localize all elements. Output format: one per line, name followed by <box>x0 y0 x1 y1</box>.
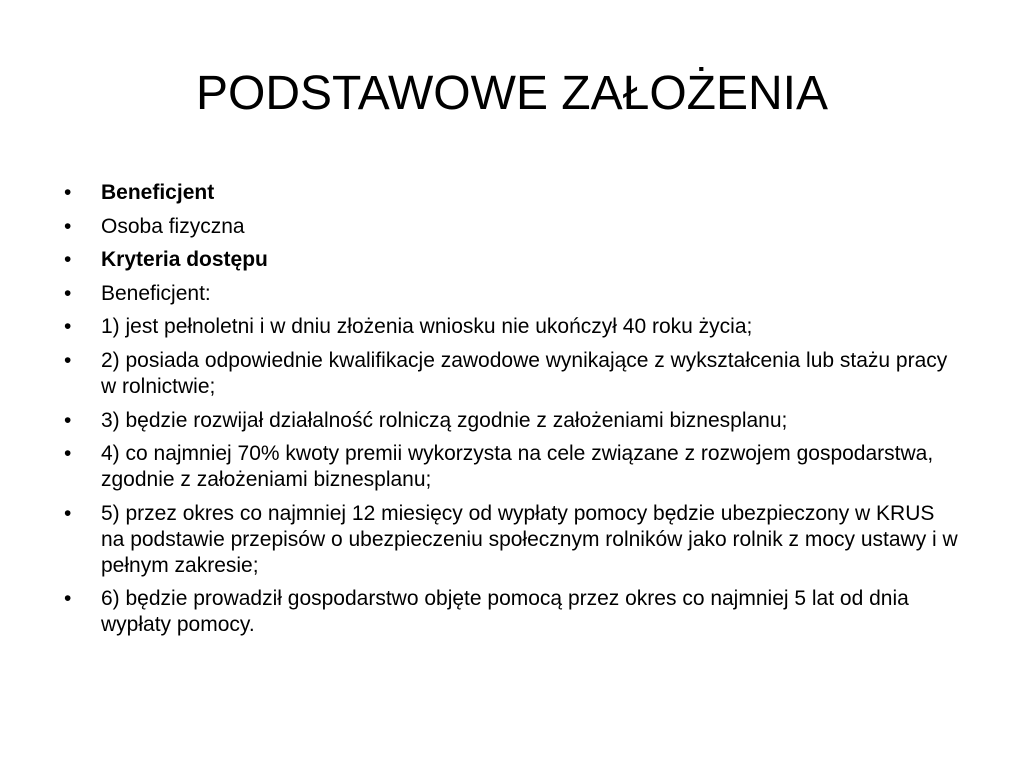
bullet-item <box>64 180 960 206</box>
bullet-text: 1) jest pełnoletni i w dniu złożenia wniosku nie ukończył 40 roku życia; <box>101 315 753 339</box>
bullet-item <box>64 214 960 240</box>
bullet-text: Kryteria dostępu <box>101 248 268 272</box>
bullet-text: Beneficjent: <box>101 281 211 305</box>
bullet-text: 5) przez okres co najmniej 12 miesięcy od wypłaty pomocy będzie ubezpieczony w KRUS na podstawie przepisów o ubezpieczeniu społecznym rolników jako rolnik z mocy ustawy i w pełnym zakresie; <box>101 501 958 577</box>
bullet-item <box>64 501 960 579</box>
bullet-text: 6) będzie prowadził gospodarstwo objęte pomocą przez okres co najmniej 5 lat od dnia wypłaty pomocy. <box>101 587 909 637</box>
bullet-item <box>64 408 960 434</box>
bullet-dot-icon: • <box>64 281 72 305</box>
bullet-text: Beneficjent <box>101 181 215 204</box>
bullet-dot-icon: • <box>64 248 72 272</box>
bullet-dot-icon: • <box>64 501 72 525</box>
bullet-dot-icon: • <box>64 181 72 204</box>
bullet-list <box>64 180 960 646</box>
bullet-text: 2) posiada odpowiednie kwalifikacje zawodowe wynikające z wykształcenia lub stażu pracy w rolnictwie; <box>101 348 948 398</box>
bullet-item <box>64 314 960 340</box>
bullet-text: 3) będzie rozwijał działalność rolniczą zgodnie z założeniami biznesplanu; <box>101 408 788 432</box>
bullet-item <box>64 348 960 400</box>
bullet-text: Osoba fizyczna <box>101 214 245 238</box>
slide-title: PODSTAWOWE ZAŁOŻENIA <box>195 67 829 120</box>
bullet-dot-icon: • <box>64 214 72 238</box>
bullet-item <box>64 586 960 638</box>
bullet-item <box>64 441 960 493</box>
bullet-dot-icon: • <box>64 315 72 339</box>
bullet-dot-icon: • <box>64 587 72 611</box>
bullet-item <box>64 281 960 307</box>
bullet-dot-icon: • <box>64 442 72 466</box>
bullet-dot-icon: • <box>64 408 72 432</box>
bullet-dot-icon: • <box>64 348 72 372</box>
bullet-text: 4) co najmniej 70% kwoty premii wykorzysta na cele związane z rozwojem gospodarstwa, zgodnie z założeniami biznesplanu; <box>101 442 934 492</box>
bullet-item <box>64 247 960 273</box>
